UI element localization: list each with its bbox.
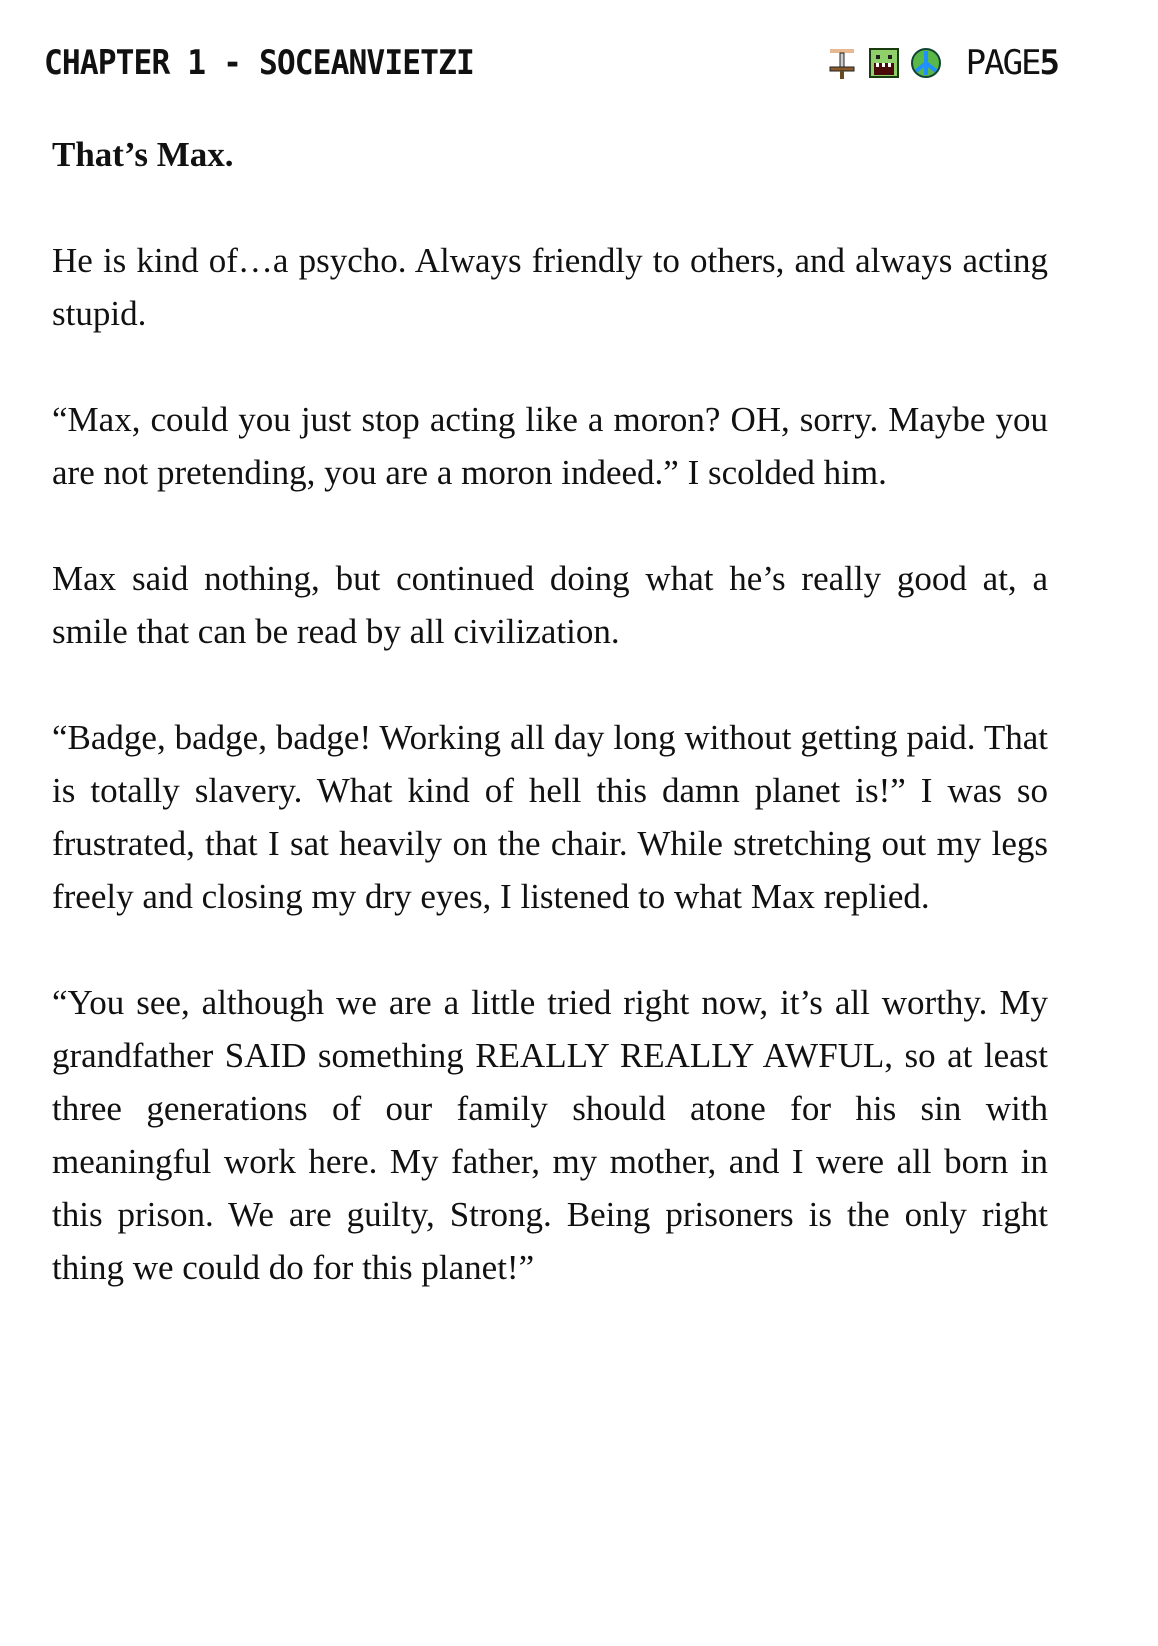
chapter-title: CHAPTER 1 - SOCEANVIETZI (44, 43, 474, 83)
header-right (826, 43, 1058, 83)
page-header (44, 38, 1058, 88)
monster-icon (868, 47, 900, 79)
story-text (52, 128, 1048, 1347)
paragraph: He is kind of…a psycho. Always friendly to others, and always acting stupid. (52, 241, 1048, 333)
page-label: PAGE (965, 43, 1040, 83)
planet-icon (910, 47, 942, 79)
page-indicator (966, 43, 1058, 83)
paragraph: “You see, although we are a little tried right now, it’s all worthy. My grandfather SAID something REALLY REALLY AWFUL, so at least three generations of our family should atone for his sin with meaningful work here. My father, my mother, and I were all born in this prison. We are guilty, Strong. Being prisoners is the only right thing we could do for this planet!” (52, 983, 1048, 1287)
paragraph: Max said nothing, but continued doing what he’s really good at, a smile that can be read by all civilization. (52, 559, 1048, 651)
section-title: That’s Max. (52, 135, 234, 174)
page-number: 5 (1039, 43, 1058, 83)
paragraph: “Max, could you just stop acting like a moron? OH, sorry. Maybe you are not pretending, you are a moron indeed.” I scolded him. (52, 400, 1048, 492)
paragraph: “Badge, badge, badge! Working all day long without getting paid. That is totally slavery. What kind of hell this damn planet is!” I was so frustrated, that I sat heavily on the chair. While stretching out my legs freely and closing my dry eyes, I listened to what Max replied. (52, 718, 1048, 916)
sword-icon (826, 47, 858, 79)
